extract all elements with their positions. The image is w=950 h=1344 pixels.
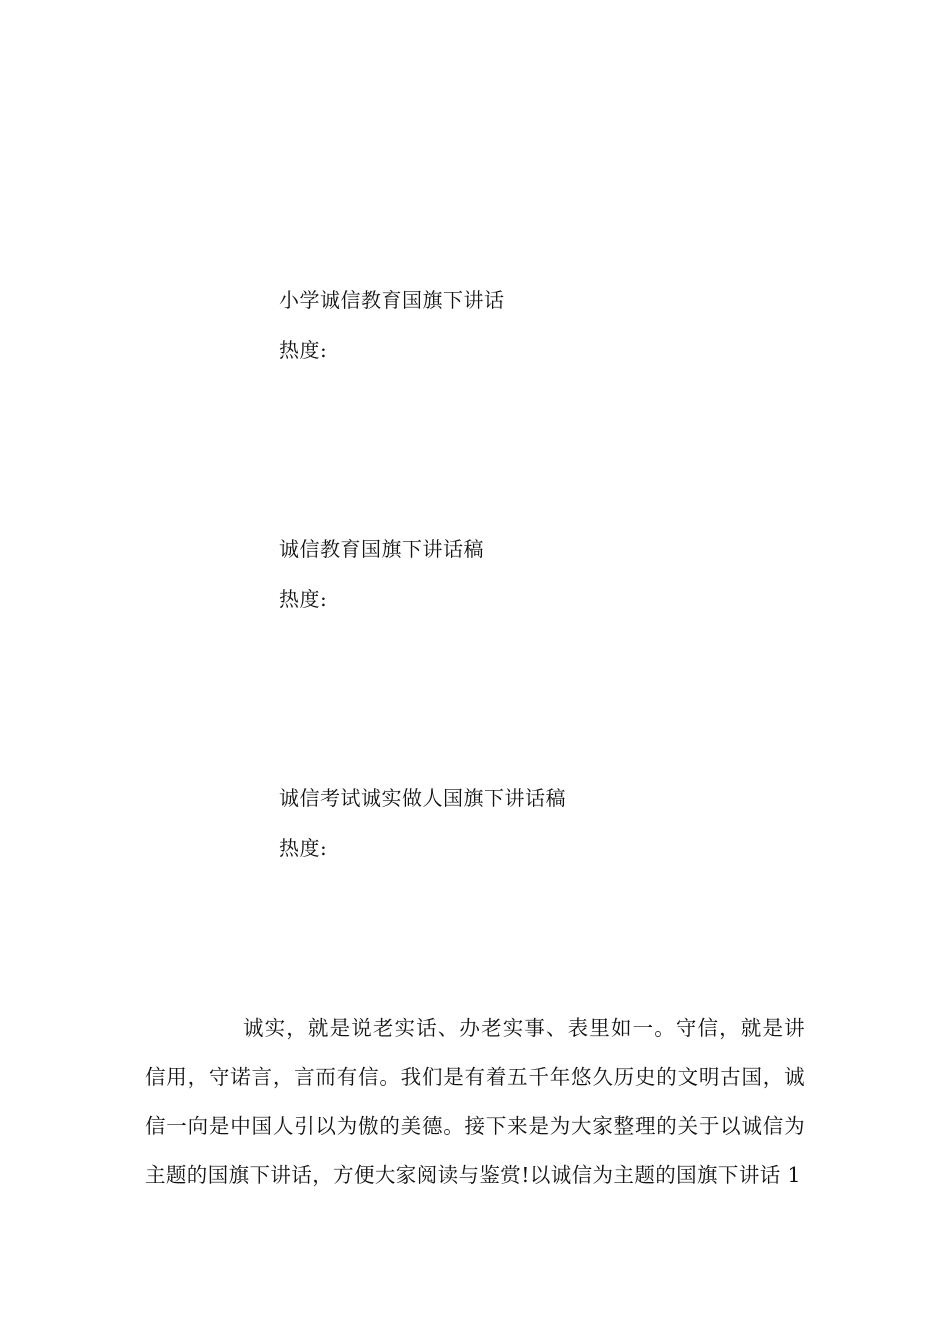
intro-paragraph: 诚实，就是说老实话、办老实事、表里如一。守信，就是讲信用，守诺言，言而有信。我们是有着五千年悠久历史的文明古国，诚信一向是中国人引以为傲的美德。接下来是为大家整理的关于以诚信为主题的国旗下讲话，方便大家阅读与鉴赏!以诚信为主题的国旗下讲话 1 [145, 1015, 805, 1187]
entry-title-2[interactable]: 诚信教育国旗下讲话稿 [279, 537, 484, 561]
entry-heat-label-3: 热度: [279, 836, 328, 860]
entry-title-3[interactable]: 诚信考试诚实做人国旗下讲话稿 [279, 786, 566, 810]
entry-heat-label-1: 热度: [279, 338, 328, 362]
entry-heat-label-2: 热度: [279, 587, 328, 611]
entry-title-1[interactable]: 小学诚信教育国旗下讲话 [279, 288, 505, 312]
